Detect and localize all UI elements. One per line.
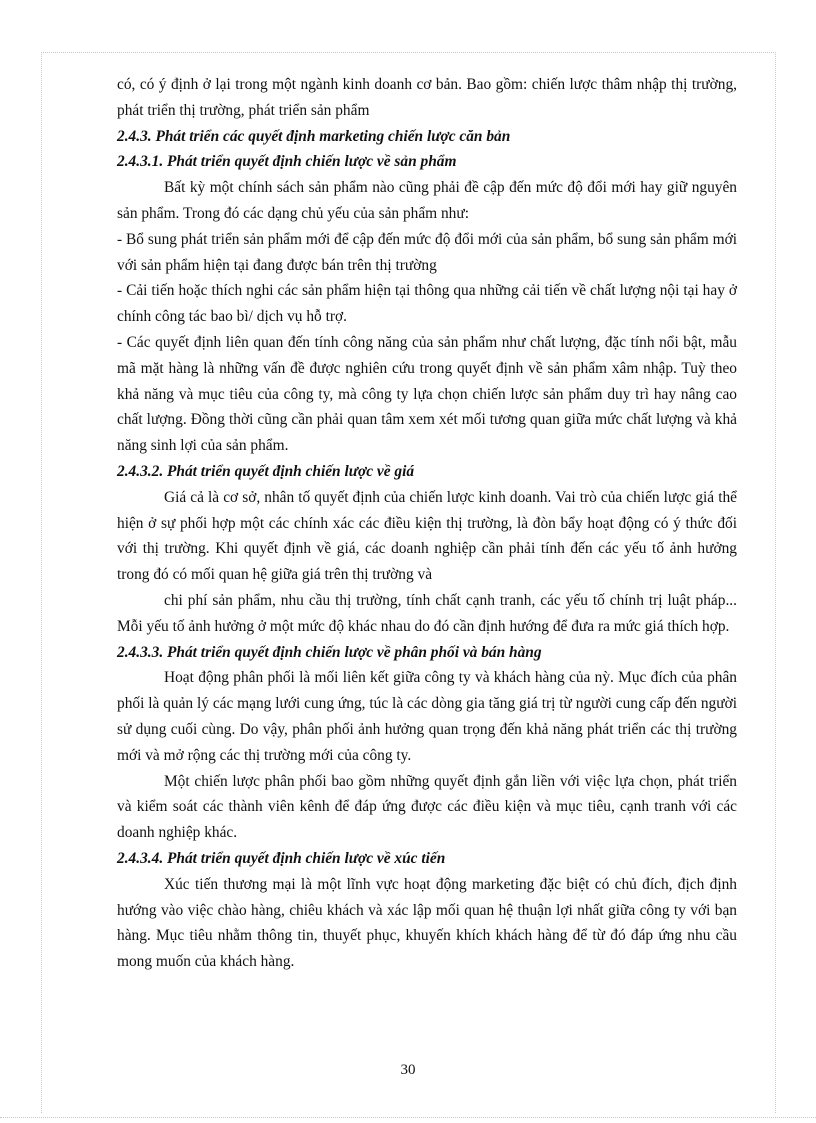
product-paragraph-1: Bất kỳ một chính sách sản phẩm nào cũng phải đề cập đến mức độ đổi mới hay giữ nguyên sản phẩm. Trong đó các dạng chủ yếu của sản phẩm như: <box>117 179 737 222</box>
section-heading-2-4-3-2: 2.4.3.2. Phát triển quyết định chiến lược về giá <box>117 462 415 480</box>
distribution-paragraph-1: Hoạt động phân phối là mối liên kết giữa công ty và khách hàng của nỳ. Mục đích của phân phối là quản lý các mạng lưới cung ứng, túc là các dòng gia tăng giá trị từ người cung cấp đến người sử dụng cuối cùng. Do vậy, phân phối ảnh hưởng quan trọng đến khả năng phát triển các thị trường mới và mở rộng các thị trường mới của công ty. <box>117 669 737 764</box>
promotion-paragraph-1: Xúc tiến thương mại là một lĩnh vực hoạt động marketing đặc biệt có chủ đích, địch định hướng vào việc chào hàng, chiêu khách và xác lập mối quan hệ thuận lợi nhất giữa công ty với bạn hàng. Mục tiêu nhằm thông tin, thuyết phục, khuyến khích khách hàng để từ đó đáp ứng nhu cầu mong muốn của khách hàng. <box>117 875 737 971</box>
distribution-paragraph-2: Một chiến lược phân phối bao gồm những quyết định gắn liền với việc lựa chọn, phát triển và kiểm soát các thành viên kênh để đáp ứng được các điều kiện và mục tiêu, cạnh tranh với các doanh nghiệp khác. <box>117 772 737 842</box>
intro-paragraph: có, có ý định ở lại trong một ngành kinh doanh cơ bản. Bao gồm: chiến lược thâm nhập thị trường, phát triển thị trường, phát triển sản phẩm <box>117 76 737 119</box>
page-bottom-rule <box>0 1117 816 1118</box>
product-paragraph-4: - Các quyết định liên quan đến tính công năng của sản phẩm như chất lượng, đặc tính nổi bật, mẫu mã mặt hàng là những vấn đề được nghiên cứu trong quyết định về sản phẩm xâm nhập. Tuỳ theo khả năng và mục tiêu của công ty, mà công ty lựa chọn chiến lược sản phẩm duy trì hay nâng cao chất lượng. Đồng thời cũng cần phải quan tâm xem xét mối tương quan giữa mức chất lượng và khả năng sinh lợi của sản phẩm. <box>117 333 737 455</box>
page-number: 30 <box>400 1062 416 1078</box>
product-paragraph-2: - Bổ sung phát triển sản phẩm mới để cập đến mức độ đổi mới của sản phẩm, bổ sung sản phẩm mới với sản phẩm hiện tại đang được bán trên thị trường <box>117 230 737 274</box>
price-paragraph-1: Giá cả là cơ sở, nhân tố quyết định của chiến lược kinh doanh. Vai trò của chiến lược giá thể hiện ở sự phối hợp một các chính xác các điều kiện thị trường, là đòn bẩy hoạt động có ý thức đối với thị trường. Khi quyết định về giá, các doanh nghiệp cần phải tính đến các yếu tố ảnh hưởng trong đó có mối quan hệ giữa giá trên thị trường và <box>117 488 737 584</box>
section-heading-2-4-3-3: 2.4.3.3. Phát triển quyết định chiến lược về phân phối và bán hàng <box>117 643 542 661</box>
price-paragraph-2: chi phí sản phẩm, nhu cầu thị trường, tính chất cạnh tranh, các yếu tố chính trị luật pháp... Mỗi yếu tố ảnh hưởng ở một mức độ khác nhau do đó cần định hướng để đưa ra mức giá thích hợp. <box>117 591 737 635</box>
product-paragraph-3: - Cải tiến hoặc thích nghi các sản phẩm hiện tại thông qua những cải tiến về chất lượng nội tại hay ở chính công tác bao bì/ dịch vụ hỗ trợ. <box>117 282 737 326</box>
document-body <box>117 72 737 975</box>
section-heading-2-4-3-4: 2.4.3.4. Phát triển quyết định chiến lược về xúc tiến <box>117 849 446 867</box>
section-heading-2-4-3: 2.4.3. Phát triển các quyết định marketing chiến lược căn bản <box>117 127 511 145</box>
section-heading-2-4-3-1: 2.4.3.1. Phát triển quyết định chiến lược về sản phẩm <box>117 153 457 171</box>
